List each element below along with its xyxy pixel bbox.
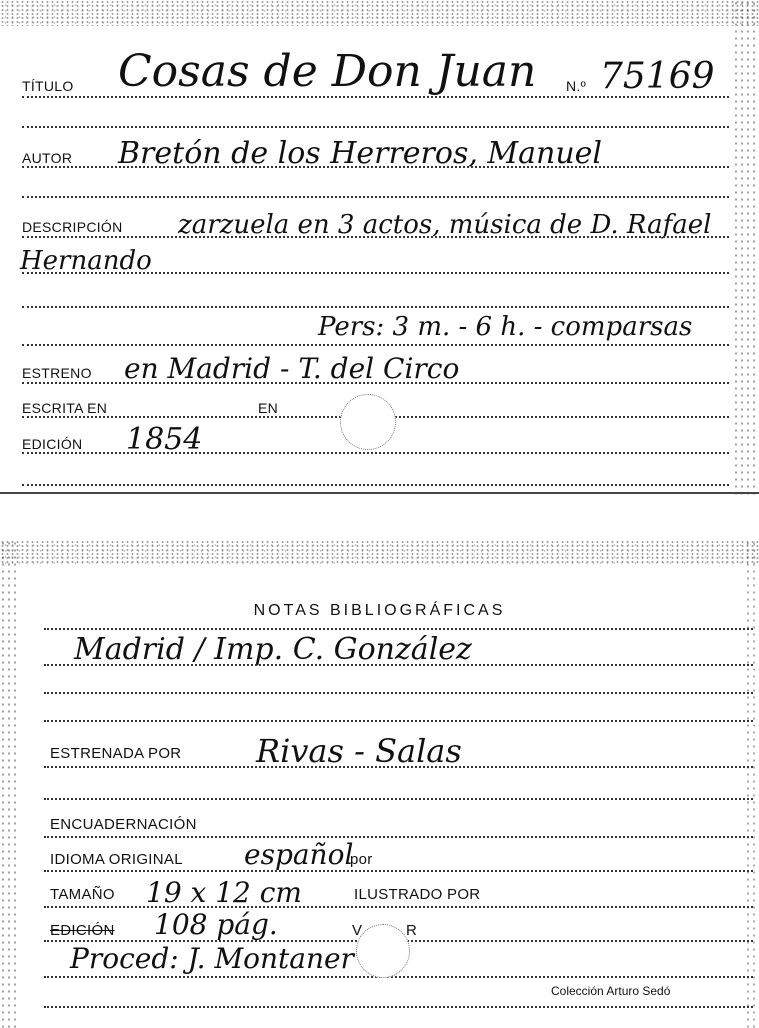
dotted-rule: [44, 870, 753, 872]
dotted-rule: [22, 166, 729, 168]
r-label: R: [406, 922, 418, 939]
edicion-value: 108 pág.: [154, 908, 278, 941]
speckled-edge: [733, 0, 759, 495]
dotted-rule: [22, 382, 729, 384]
estrenada-label: ESTRENADA POR: [50, 745, 182, 762]
tamano-value: 19 x 12 cm: [146, 876, 302, 909]
titulo-value: Cosas de Don Juan: [118, 46, 537, 97]
speckled-edge: [0, 0, 759, 26]
dotted-rule: [22, 306, 729, 308]
dotted-rule: [22, 236, 729, 238]
dotted-rule: [44, 906, 753, 908]
punch-hole: [340, 394, 396, 450]
dotted-rule: [22, 484, 729, 486]
autor-value: Bretón de los Herreros, Manuel: [118, 136, 603, 171]
dotted-rule: [44, 628, 753, 630]
en-label: EN: [258, 400, 279, 416]
personajes-note: Pers: 3 m. - 6 h. - comparsas: [318, 312, 693, 342]
tamano-label: TAMAÑO: [50, 886, 115, 903]
notas-value: Madrid / Imp. C. González: [74, 632, 472, 667]
dotted-rule: [44, 1006, 753, 1008]
edicion-label: EDICIÓN: [50, 922, 115, 939]
idioma-value: español: [244, 838, 354, 871]
autor-label: AUTOR: [22, 150, 73, 166]
numero-label: N.º: [566, 78, 587, 94]
collection-credit: Colección Arturo Sedó: [551, 984, 671, 998]
numero-value: 75169: [600, 56, 715, 97]
estreno-value: en Madrid - T. del Circo: [124, 352, 460, 385]
proced-value: Proced: J. Montaner: [70, 942, 354, 975]
dotted-rule: [22, 126, 729, 128]
escrita-label: ESCRITA EN: [22, 400, 108, 416]
idioma-label: IDIOMA ORIGINAL: [50, 851, 183, 868]
ilustrado-label: ILUSTRADO POR: [354, 886, 481, 903]
estrenada-value: Rivas - Salas: [256, 732, 462, 770]
encuadernacion-label: ENCUADERNACIÓN: [50, 816, 197, 833]
edicion-label: EDICIÓN: [22, 436, 83, 452]
punch-hole: [356, 924, 410, 978]
dotted-rule: [44, 720, 753, 722]
v-label: V: [352, 922, 363, 939]
descripcion-label: DESCRIPCIÓN: [22, 219, 123, 235]
titulo-label: TÍTULO: [22, 78, 74, 94]
estreno-label: ESTRENO: [22, 365, 92, 381]
dotted-rule: [44, 692, 753, 694]
speckled-edge: [0, 540, 759, 564]
dotted-rule: [22, 196, 729, 198]
por-label: por: [350, 851, 373, 868]
dotted-rule: [44, 664, 753, 666]
card-edge: [0, 492, 759, 494]
dotted-rule: [44, 798, 753, 800]
dotted-rule: [22, 452, 729, 454]
descripcion-line1: zarzuela en 3 actos, música de D. Rafael: [178, 210, 712, 240]
notas-title: NOTAS BIBLIOGRÁFICAS: [253, 602, 506, 619]
dotted-rule: [44, 976, 753, 978]
dotted-rule: [22, 344, 729, 346]
dotted-rule: [44, 766, 753, 768]
catalog-card-front: [0, 0, 759, 495]
catalog-card-back: [0, 540, 759, 1028]
dotted-rule: [22, 96, 729, 98]
dotted-rule: [44, 836, 753, 838]
edicion-value: 1854: [126, 422, 203, 457]
descripcion-line2: Hernando: [20, 246, 152, 276]
dotted-rule: [22, 272, 729, 274]
